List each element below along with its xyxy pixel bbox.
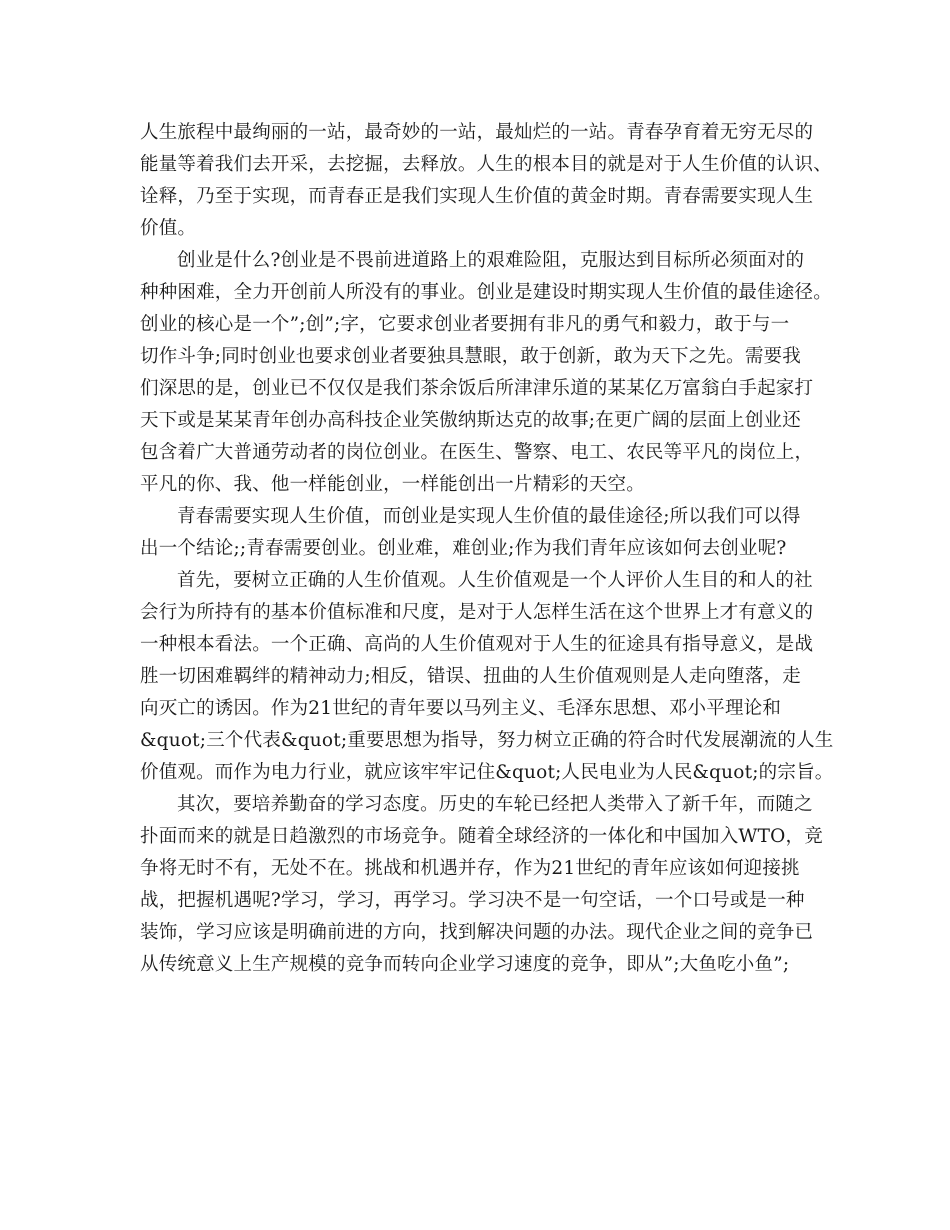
text-line: 创业的核心是一个”;创”;字，它要求创业者要拥有非凡的勇气和毅力，敢于与一 xyxy=(140,314,790,335)
text-line: 创业是什么?创业是不畏前进道路上的艰难险阻，克服达到目标所必须面对的 xyxy=(177,250,805,271)
text-line: 平凡的你、我、他一样能创业，一样能创出一片精彩的天空。 xyxy=(140,474,645,495)
text-line: 切作斗争;同时创业也要求创业者要独具慧眼，敢于创新，敢为天下之先。需要我 xyxy=(140,346,801,367)
text-line: 争将无时不有，无处不在。挑战和机遇并存，作为21世纪的青年应该如何迎接挑 xyxy=(140,858,800,879)
text-line: 战，把握机遇呢?学习，学习，再学习。学习决不是一句空话，一个口号或是一种 xyxy=(140,890,805,911)
text-line: 会行为所持有的基本价值标准和尺度，是对于人怎样生活在这个世界上才有意义的 xyxy=(140,602,814,623)
document-body xyxy=(140,117,834,981)
text-line: 价值。 xyxy=(140,218,197,239)
text-line: &quot;三个代表&quot;重要思想为指导，努力树立正确的符合时代发展潮流的人生 xyxy=(140,730,834,751)
text-line: 一种根本看法。一个正确、高尚的人生价值观对于人生的征途具有指导意义，是战 xyxy=(140,634,814,655)
text-line: 向灭亡的诱因。作为21世纪的青年要以马列主义、毛泽东思想、邓小平理论和 xyxy=(140,698,782,719)
text-line: 包含着广大普通劳动者的岗位创业。在医生、警察、电工、农民等平凡的岗位上， xyxy=(140,442,814,463)
text-line: 装饰，学习应该是明确前进的方向，找到解决问题的办法。现代企业之间的竞争已 xyxy=(140,922,814,943)
text-line: 人生旅程中最绚丽的一站，最奇妙的一站，最灿烂的一站。青春孕育着无穷无尽的 xyxy=(140,122,814,143)
text-line: 青春需要实现人生价值，而创业是实现人生价值的最佳途径;所以我们可以得 xyxy=(177,506,801,527)
text-line: 能量等着我们去开采，去挖掘，去释放。人生的根本目的就是对于人生价值的认识、 xyxy=(140,154,832,175)
text-line: 出一个结论;;青春需要创业。创业难，难创业;作为我们青年应该如何去创业呢? xyxy=(140,538,787,559)
text-line: 其次，要培养勤奋的学习态度。历史的车轮已经把人类带入了新千年，而随之 xyxy=(177,794,813,815)
text-line: 价值观。而作为电力行业，就应该牢牢记住&quot;人民电业为人民&quot;的宗旨。 xyxy=(140,762,834,783)
text-line: 扑面而来的就是日趋激烈的市场竞争。随着全球经济的一体化和中国加入WTO，竞 xyxy=(140,826,823,847)
text-line: 天下或是某某青年创办高科技企业笑傲纳斯达克的故事;在更广阔的层面上创业还 xyxy=(140,410,801,431)
text-line: 从传统意义上生产规模的竞争而转向企业学习速度的竞争，即从”;大鱼吃小鱼”; xyxy=(140,954,790,975)
text-line: 诠释，乃至于实现，而青春正是我们实现人生价值的黄金时期。青春需要实现人生 xyxy=(140,186,814,207)
text-line: 们深思的是，创业已不仅仅是我们茶余饭后所津津乐道的某某亿万富翁白手起家打 xyxy=(140,378,814,399)
text-line: 胜一切困难羁绊的精神动力;相反，错误、扭曲的人生价值观则是人走向堕落，走 xyxy=(140,666,801,687)
text-line: 种种困难，全力开创前人所没有的事业。创业是建设时期实现人生价值的最佳途径。 xyxy=(140,282,832,303)
text-line: 首先，要树立正确的人生价值观。人生价值观是一个人评价人生目的和人的社 xyxy=(177,570,813,591)
